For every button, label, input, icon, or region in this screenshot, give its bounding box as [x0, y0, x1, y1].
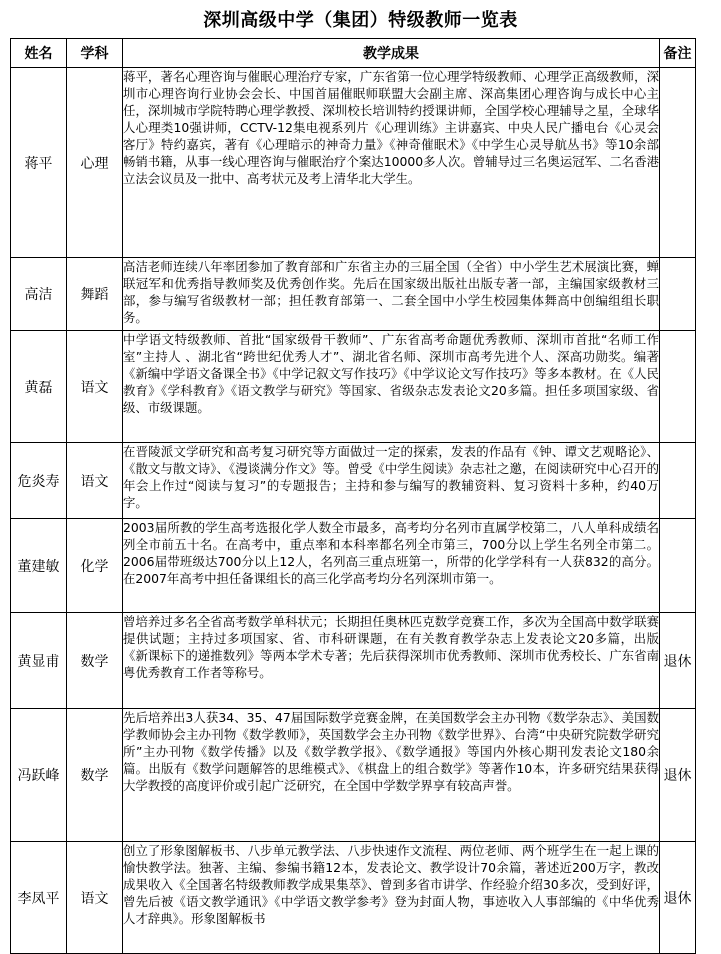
- teacher-name: 黄显甫: [11, 613, 67, 709]
- teacher-note: 退休: [660, 842, 696, 954]
- teacher-note: [660, 258, 696, 331]
- teacher-note: [660, 331, 696, 443]
- teacher-subject: 化学: [67, 519, 123, 613]
- teacher-result: 创立了形象图解板书、八步单元教学法、八步快速作文流程、两位老师、两个班学生在一起上课的愉快教学法。独著、主编、参编书籍12本，发表论文、教学设计70余篇，著述近200万字，教改成果收入《全国著名特级教师教学成果集萃》、曾到多省市讲学、作经验介绍30多次，受到好评，曾先后被《语文教学通讯》《中学语文教学参考》登为封面人物，事迹收入人事部编的《中华优秀人才辞典》。形象图解板书: [123, 843, 659, 926]
- table-row: [11, 519, 696, 613]
- teacher-subject: 语文: [67, 331, 123, 443]
- table-row: [11, 258, 696, 331]
- teacher-subject: 心理: [67, 68, 123, 258]
- teacher-result: 先后培养出3人获34、35、47届国际数学竞赛金牌，在美国数学会主办刊物《数学杂志》、美国数学教师协会主办刊物《数学教师》，英国数学会主办刊物《数学世界》、台湾“中央研究院数学研究所”主办刊物《数学传播》以及《数学教学报》、《数学通报》等国内外核心期刊发表论文180余篇。出版有《数学问题解答的思维模式》、《棋盘上的组合数学》等著作10本，许多研究结果获得大学教授的高度评价或引起广泛研究，在全国中学数学界享有较高声誉。: [123, 710, 659, 793]
- teacher-subject: 语文: [67, 443, 123, 519]
- teacher-table: [10, 38, 696, 954]
- teacher-note: 退休: [660, 613, 696, 709]
- table-row: [11, 709, 696, 842]
- teacher-name: 黄磊: [11, 331, 67, 443]
- teacher-subject: 语文: [67, 842, 123, 954]
- teacher-subject: 舞蹈: [67, 258, 123, 331]
- table-row: [11, 331, 696, 443]
- page-title: 深圳高级中学（集团）特级教师一览表: [203, 10, 518, 31]
- teacher-note: [660, 519, 696, 613]
- table-row: [11, 613, 696, 709]
- teacher-name: 蒋平: [11, 68, 67, 258]
- teacher-name: 董建敏: [11, 519, 67, 613]
- header-note: 备注: [660, 39, 696, 68]
- teacher-subject: 数学: [67, 613, 123, 709]
- teacher-result: 蒋平，著名心理咨询与催眠心理治疗专家，广东省第一位心理学特级教师、心理学正高级教师，深圳市心理咨询行业协会会长、中国首届催眠师联盟大会副主席、深高集团心理咨询与成长中心主任，深圳城市学院特聘心理学教授、深圳校长培训特约授课讲师，全国学校心理辅导之星，全球华人心理类10强讲师，CCTV-12集电视系列片《心理训练》主讲嘉宾、中央人民广播电台《心灵会客厅》特约嘉宾，著有《心理暗示的神奇力量》《神奇催眠术》《中学生心灵导航丛书》等10余部畅销书籍，从事一线心理咨询与催眠治疗个案达10000多人次。曾辅导过三名奥运冠军、二名香港立法会议员及一批中、高考状元及考上清华北大学生。: [123, 69, 659, 186]
- header-subject: 学科: [67, 39, 123, 68]
- header-result: 教学成果: [123, 39, 660, 68]
- teacher-result: 2003届所教的学生高考选报化学人数全市最多，高考均分名列市直属学校第二，八人单科成绩名列全市前五十名。在高考中，重点率和本科率都名列全市第三，700分以上学生名列全市第二。2006届带班级达700分以上12人，名列高三重点班第一，所带的化学学科有一人获832的高分。在2007年高考中担任备课组长的高三化学高考均分名列深圳市第一。: [123, 520, 659, 586]
- teacher-result: 中学语文特级教师、首批“国家级骨干教师”、广东省高考命题优秀教师、深圳市首批“名师工作室”主持人 、湖北省“跨世纪优秀人才”、湖北省名师、深圳市高考先进个人、深高功勋奖。编著《新编中学语文备课全书》《中学记叙文写作技巧》《中学议论文写作技巧》等多本教材。在《人民教育》《学科教育》《语文教学与研究》等国家、省级杂志发表论文20多篇。担任多项国家级、省级、市级课题。: [123, 332, 659, 415]
- header-name: 姓名: [11, 39, 67, 68]
- table-row: [11, 68, 696, 258]
- teacher-name: 冯跃峰: [11, 709, 67, 842]
- teacher-name: 危炎寿: [11, 443, 67, 519]
- table-header-row: [11, 39, 696, 68]
- teacher-subject: 数学: [67, 709, 123, 842]
- teacher-result: 曾培养过多名全省高考数学单科状元；长期担任奥林匹克数学竞赛工作，多次为全国高中数学联赛提供试题；主持过多项国家、省、市科研课题，在有关教育教学杂志上发表论文20多篇，出版《新课标下的递推数列》等两本学术专著；先后获得深圳市优秀教师、深圳市优秀校长、广东省南粤优秀教育工作者等称号。: [123, 614, 659, 680]
- teacher-note: 退休: [660, 709, 696, 842]
- teacher-result: 在晋陵派文学研究和高考复习研究等方面做过一定的探索，发表的作品有《钟、谭文艺观略论》、《散文与散文诗》、《漫谈满分作文》等。曾受《中学生阅读》杂志社之邀，在阅读研究中心召开的年会上作过“阅读与复习”的专题报告；主持和参与编写的教辅资料、复习资料十多种，约40万字。: [123, 444, 659, 510]
- teacher-result: 高洁老师连续八年率团参加了教育部和广东省主办的三届全国（全省）中小学生艺术展演比赛，蝉联冠军和优秀指导教师奖及优秀创作奖。先后在国家级出版社出版专著一部，主编国家级教材三部，参与编写省级教材一部；担任教育部第一、二套全国中小学生校园集体舞高中创编组组长职务。: [123, 259, 659, 325]
- teacher-name: 高洁: [11, 258, 67, 331]
- table-row: [11, 443, 696, 519]
- teacher-note: [660, 443, 696, 519]
- teacher-name: 李凤平: [11, 842, 67, 954]
- table-row: [11, 842, 696, 954]
- teacher-note: [660, 68, 696, 258]
